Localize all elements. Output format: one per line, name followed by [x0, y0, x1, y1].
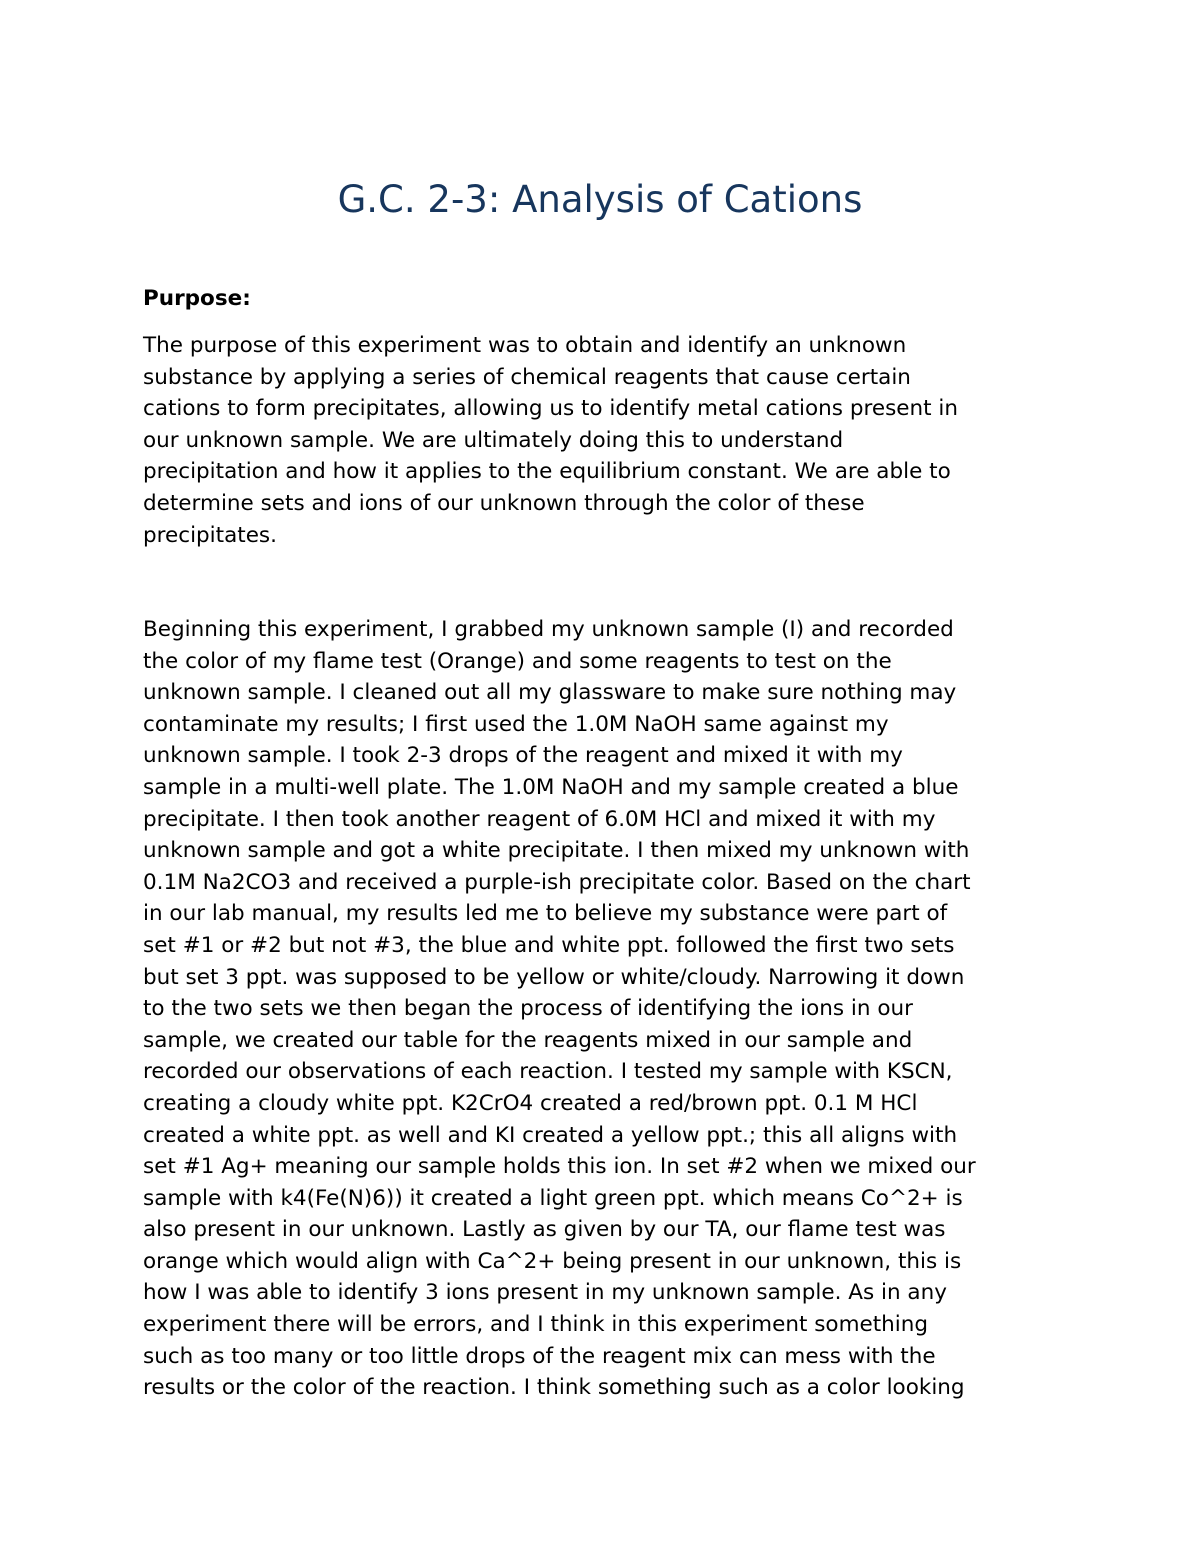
paragraph-line: precipitate. I then took another reagent of 6.0M HCl and mixed it with my [143, 806, 936, 832]
paragraph-line: cations to form precipitates, allowing us to identify metal cations present in [143, 396, 958, 422]
paragraph-line: sample with k4(Fe(N)6)) it created a light green ppt. which means Co^2+ is [143, 1185, 963, 1211]
paragraph-line: orange which would align with Ca^2+ being present in our unknown, this is [143, 1248, 962, 1274]
paragraph-line: unknown sample. I took 2-3 drops of the reagent and mixed it with my [143, 743, 903, 769]
paragraph-line: creating a cloudy white ppt. K2CrO4 created a red/brown ppt. 0.1 M HCl [143, 1090, 918, 1116]
paragraph-line: experiment there will be errors, and I think in this experiment something [143, 1312, 929, 1338]
paragraph-line: created a white ppt. as well and KI created a yellow ppt.; this all aligns with [143, 1122, 958, 1148]
paragraph-line: how I was able to identify 3 ions present in my unknown sample. As in any [143, 1280, 947, 1306]
paragraph-line: unknown sample. I cleaned out all my glassware to make sure nothing may [143, 680, 957, 706]
paragraph-line: but set 3 ppt. was supposed to be yellow or white/cloudy. Narrowing it down [143, 964, 965, 990]
paragraph-line: recorded our observations of each reaction. I tested my sample with KSCN, [143, 1059, 953, 1085]
paragraph-line: precipitates. [143, 522, 277, 548]
paragraph-line: determine sets and ions of our unknown through the color of these [143, 490, 865, 516]
paragraph-line: also present in our unknown. Lastly as given by our TA, our flame test was [143, 1217, 946, 1243]
paragraph-line: The purpose of this experiment was to obtain and identify an unknown [143, 333, 907, 358]
paragraph-line: sample in a multi-well plate. The 1.0M NaOH and my sample created a blue [143, 774, 959, 800]
procedure-paragraph [143, 614, 1073, 1404]
paragraph-line: set #1 Ag+ meaning our sample holds this ion. In set #2 when we mixed our [143, 1154, 976, 1180]
document-title: G.C. 2-3: Analysis of Cations [337, 178, 863, 221]
paragraph-line: the color of my flame test (Orange) and some reagents to test on the [143, 648, 892, 674]
paragraph-line: sample, we created our table for the reagents mixed in our sample and [143, 1027, 913, 1053]
purpose-heading: Purpose: [143, 286, 251, 311]
paragraph-line: substance by applying a series of chemical reagents that cause certain [143, 364, 911, 390]
paragraph-line: results or the color of the reaction. I think something such as a color looking [143, 1375, 965, 1401]
purpose-paragraph [143, 330, 1073, 551]
paragraph-line: in our lab manual, my results led me to believe my substance were part of [143, 901, 948, 927]
paragraph-line: set #1 or #2 but not #3, the blue and white ppt. followed the first two sets [143, 932, 955, 958]
paragraph-line: precipitation and how it applies to the equilibrium constant. We are able to [143, 459, 951, 485]
paragraph-line: such as too many or too little drops of the reagent mix can mess with the [143, 1343, 936, 1369]
paragraph-line: 0.1M Na2CO3 and received a purple-ish precipitate color. Based on the chart [143, 869, 971, 895]
paragraph-line: to the two sets we then began the process of identifying the ions in our [143, 996, 913, 1022]
paragraph-line: Beginning this experiment, I grabbed my unknown sample (I) and recorded [143, 617, 954, 642]
paragraph-line: unknown sample and got a white precipitate. I then mixed my unknown with [143, 838, 970, 864]
paragraph-line: our unknown sample. We are ultimately doing this to understand [143, 427, 844, 453]
paragraph-line: contaminate my results; I first used the 1.0M NaOH same against my [143, 711, 889, 737]
